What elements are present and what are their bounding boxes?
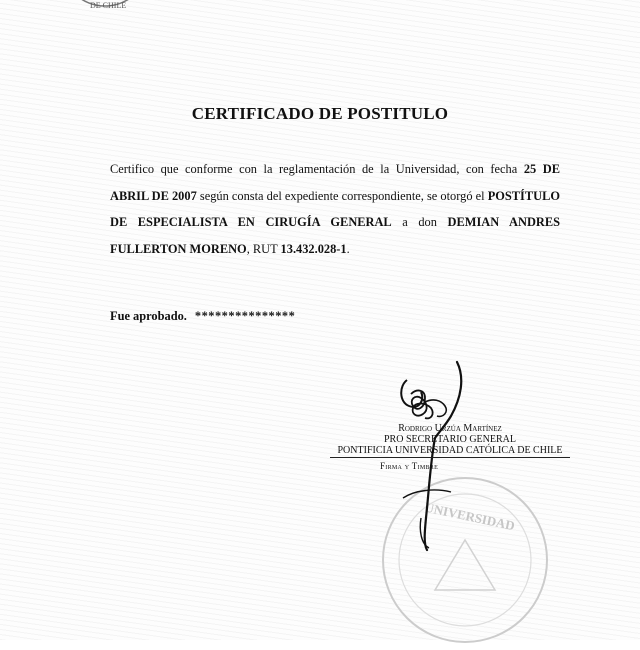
recipient-rut: 13.432.028-1 (280, 241, 347, 256)
approval-stars: *************** (194, 309, 296, 323)
signatory-institution: PONTIFICIA UNIVERSIDAD CATÓLICA DE CHILE (337, 445, 563, 456)
seal-stamp-top (60, 0, 150, 16)
signature-rule (330, 457, 570, 458)
award-date: 25 DE ABRIL DE 2007 (110, 162, 560, 203)
signatory-block (330, 423, 570, 460)
body-text-rut: , RUT (246, 241, 281, 256)
body-text-end: . (346, 241, 350, 256)
document-title: CERTIFICADO DE POSTITULO (191, 104, 449, 123)
body-text-to: a don (391, 215, 448, 229)
recipient-name: DEMIAN ANDRES FULLERTON MORENO (110, 215, 560, 256)
body-text-intro: Certifico que conforme con la reglamentación de la Universidad, con fecha (110, 162, 524, 176)
signatory-position: PRO SECRETARIO GENERAL (384, 434, 516, 445)
certificate-body (110, 156, 560, 262)
degree-name: POSTÍTULO DE ESPECIALISTA EN CIRUGÍA GENERAL (110, 188, 560, 229)
approval-line (110, 309, 295, 324)
body-text-record: según consta del expediente correspondiente, se otorgó el (196, 188, 488, 203)
signature-caption: Firma y Timbre (380, 461, 439, 471)
approval-label: Fue aprobado. (110, 309, 187, 323)
seal-top-text: DE CHILE (90, 1, 127, 10)
seal-bottom-text: UNIVERSIDAD (423, 499, 517, 534)
signatory-name: Rodrigo Urzúa Martínez (398, 423, 502, 434)
